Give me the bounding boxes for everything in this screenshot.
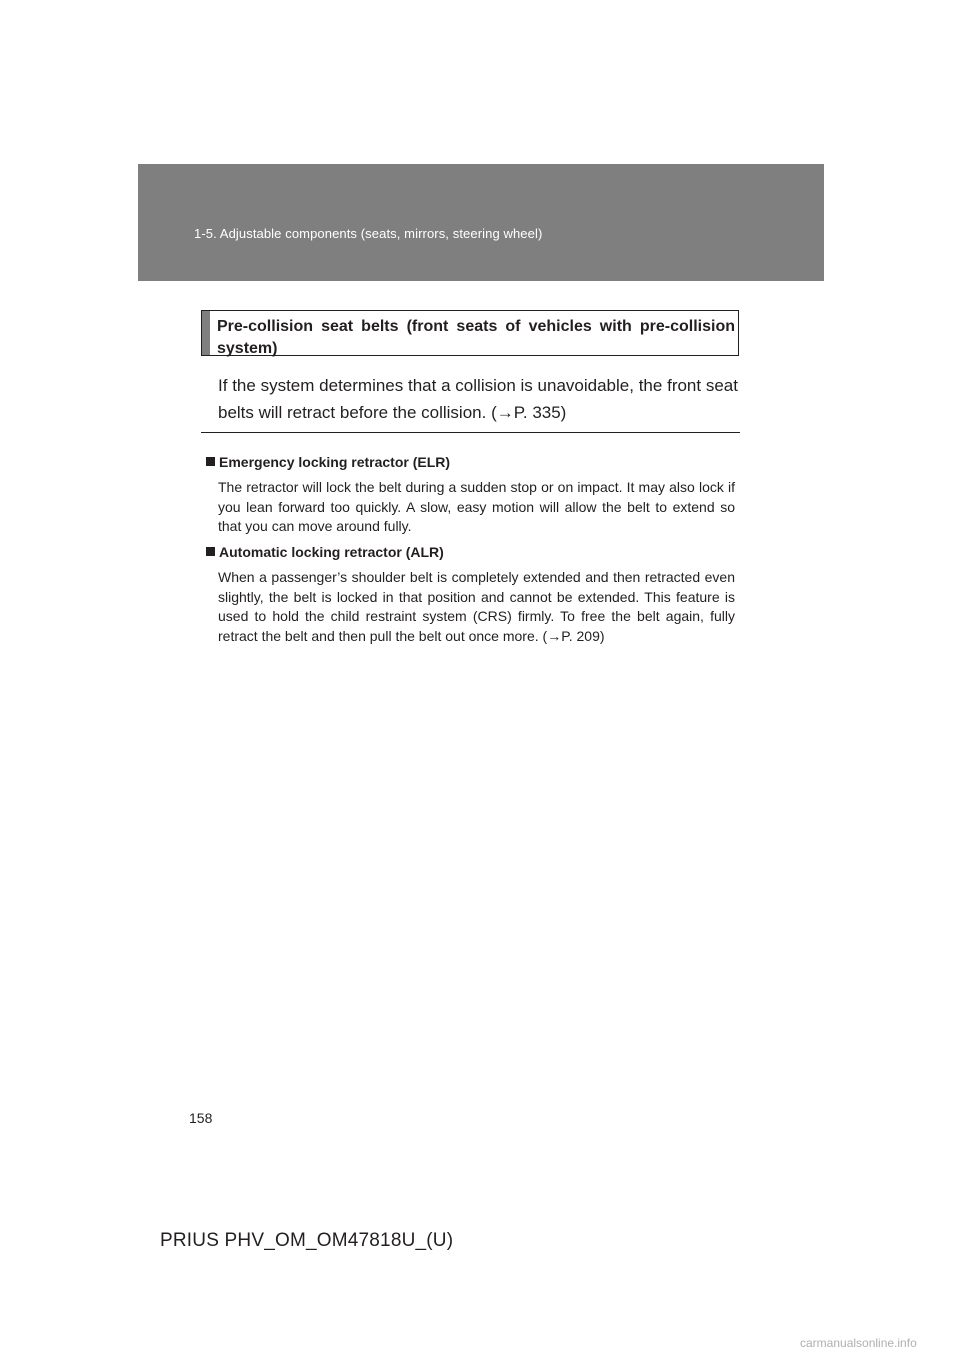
- note-heading-text: Emergency locking retractor (ELR): [219, 454, 451, 470]
- square-bullet-icon: [206, 547, 215, 556]
- watermark: carmanualsonline.info: [800, 1336, 917, 1350]
- section-accent-bar: [202, 311, 210, 355]
- note-heading-elr: [206, 453, 450, 471]
- note-heading-text: Automatic locking retractor (ALR): [219, 544, 444, 560]
- header-band: [138, 164, 824, 281]
- note-body-elr: The retractor will lock the belt during a sudden stop or on impact. It may also lock if you lean forward too quickly. A slow, easy motion will allow the belt to extend so that you can move around fully.: [218, 479, 735, 534]
- breadcrumb: 1-5. Adjustable components (seats, mirrors, steering wheel): [194, 226, 543, 241]
- square-bullet-icon: [206, 457, 215, 466]
- section-title: Pre-collision seat belts (front seats of vehicles with pre-collision system): [217, 318, 735, 357]
- note-body-alr: When a passenger’s shoulder belt is completely extended and then retracted even slightly, the belt is locked in that position and cannot be extended. This feature is used to hold the child restraint system (CRS) firmly. To free the belt again, fully retract the belt and then pull the belt out once more. (→P. 209): [218, 569, 735, 644]
- note-heading-alr: [206, 543, 444, 561]
- section-body: If the system determines that a collision is unavoidable, the front seat belts will retract before the collision. (→P. 335): [218, 376, 738, 422]
- page-number: 158: [189, 1110, 213, 1126]
- divider: [201, 432, 740, 433]
- section-title-box: [201, 310, 739, 356]
- document-code: PRIUS PHV_OM_OM47818U_(U): [160, 1230, 454, 1251]
